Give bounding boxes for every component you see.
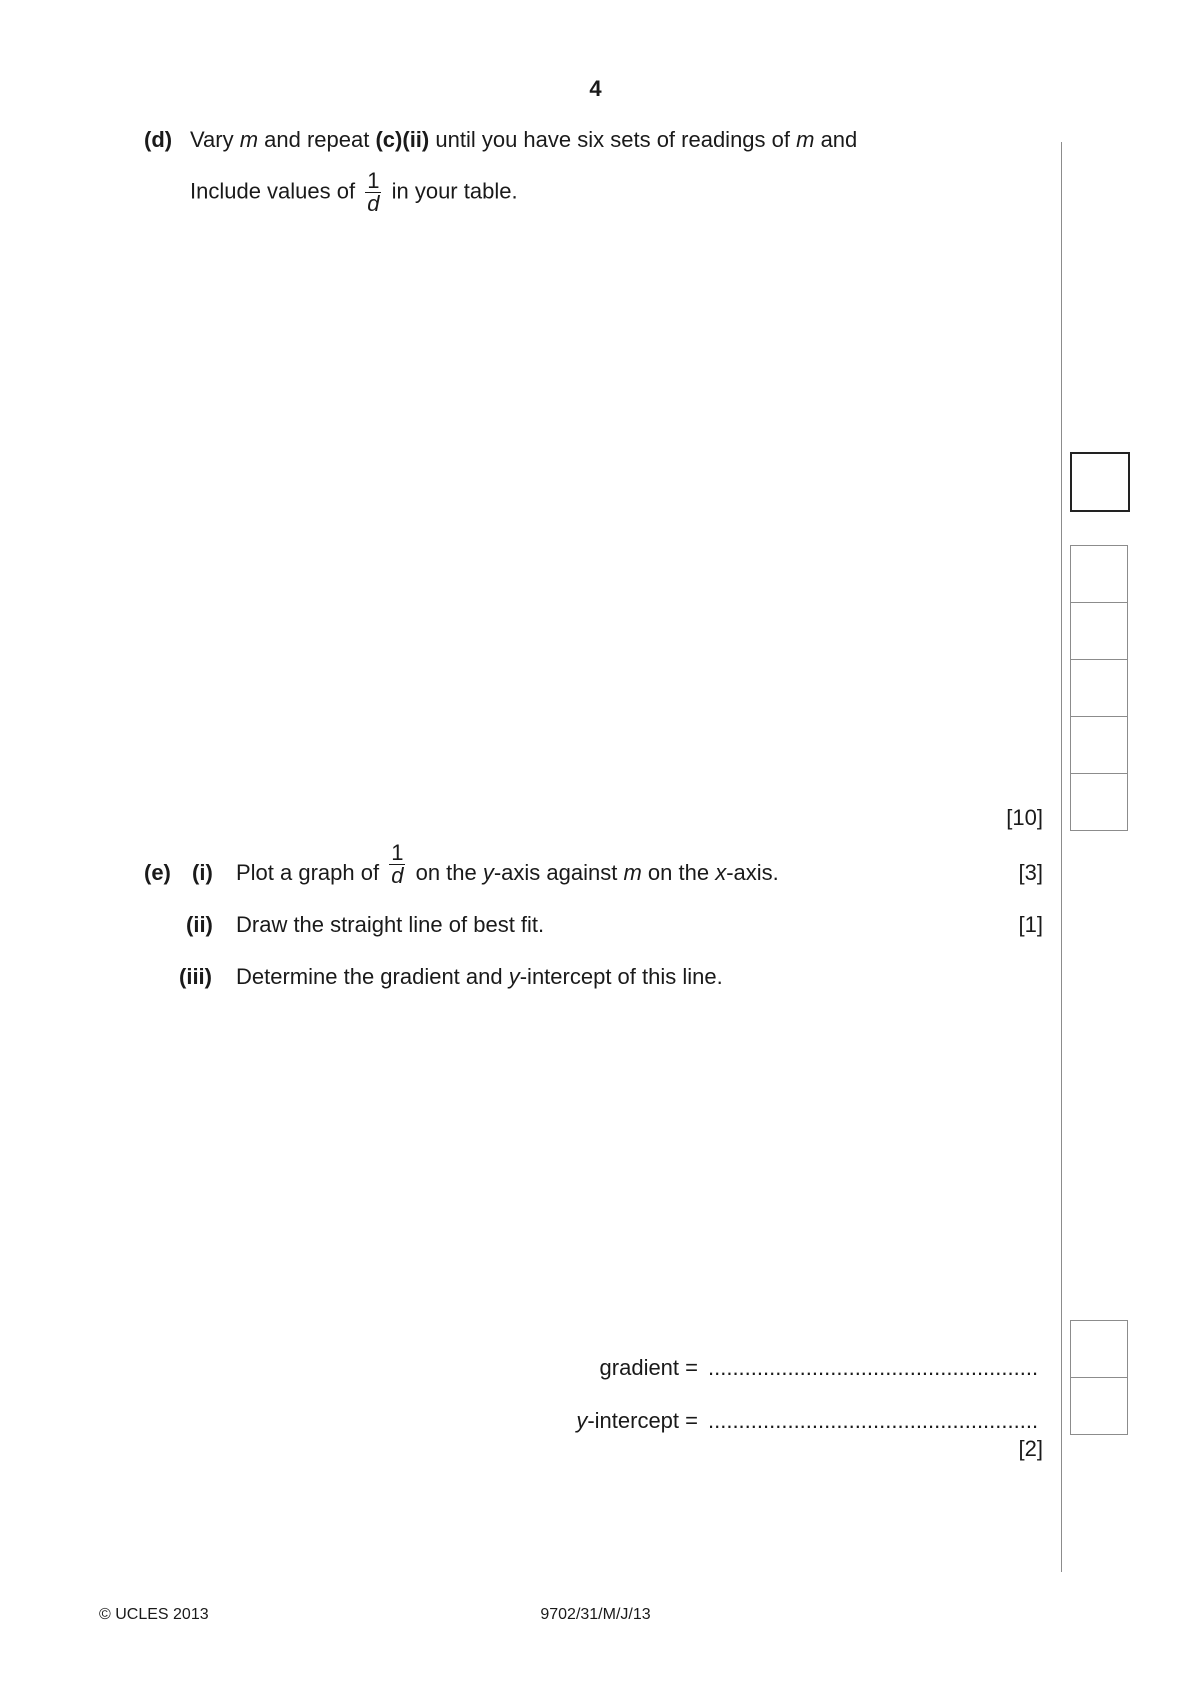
part-d-marks: [10] xyxy=(1006,805,1043,830)
part-e-iii-label: (iii) xyxy=(179,964,212,989)
gradient-answer-field[interactable]: ...................................................... xyxy=(708,1355,1038,1380)
part-e-iii-marks: [2] xyxy=(1018,1436,1043,1461)
paper-code: 9702/31/M/J/13 xyxy=(540,1606,651,1623)
examiner-mark-box xyxy=(1070,1377,1128,1435)
examiner-mark-box xyxy=(1070,602,1128,660)
examiner-mark-box xyxy=(1070,659,1128,717)
part-d-instruction-line2: Include values of $\frac{1}{d}$ in your table. xyxy=(190,168,518,216)
examiner-mark-box xyxy=(1070,545,1128,603)
var-m: m xyxy=(239,127,259,152)
part-e-ii-label: (ii) xyxy=(186,912,213,937)
part-e-i-marks: [3] xyxy=(1018,860,1043,885)
part-e-i-label: (i) xyxy=(192,860,213,885)
part-e-label: (e) xyxy=(144,860,171,885)
examiner-mark-box xyxy=(1070,716,1128,774)
y-intercept-answer-field[interactable]: ...................................................... xyxy=(708,1408,1038,1433)
fraction-one-over-d: $\frac{1}{d}$ xyxy=(367,168,380,216)
part-reference: (c)(ii) xyxy=(375,127,430,152)
part-e-ii-instruction: Draw the straight line of best fit. xyxy=(236,912,545,937)
examiner-margin-rule xyxy=(1061,142,1062,1572)
y-intercept-label: y-intercept = xyxy=(576,1408,698,1433)
part-d-instruction-line1: Vary m and repeat (c)(ii) until you have six sets of readings of m and xyxy=(190,127,858,152)
part-e-ii-marks: [1] xyxy=(1018,912,1043,937)
part-e-i-instruction: Plot a graph of $\frac{1}{d}$ on the y-axis against m on the x-axis. xyxy=(236,839,779,888)
fraction-one-over-d: $\frac{1}{d}$ xyxy=(391,839,404,888)
gradient-label: gradient = xyxy=(599,1355,698,1380)
part-e-iii-instruction: Determine the gradient and y-intercept of this line. xyxy=(236,964,723,989)
part-d-label: (d) xyxy=(144,127,173,152)
var-m: m xyxy=(796,127,815,152)
copyright: © UCLES 2013 xyxy=(99,1606,209,1623)
examiner-mark-box xyxy=(1070,1320,1128,1378)
examiner-mark-box xyxy=(1070,773,1128,831)
page-number: 4 xyxy=(589,76,602,101)
examiner-total-box xyxy=(1070,452,1130,512)
